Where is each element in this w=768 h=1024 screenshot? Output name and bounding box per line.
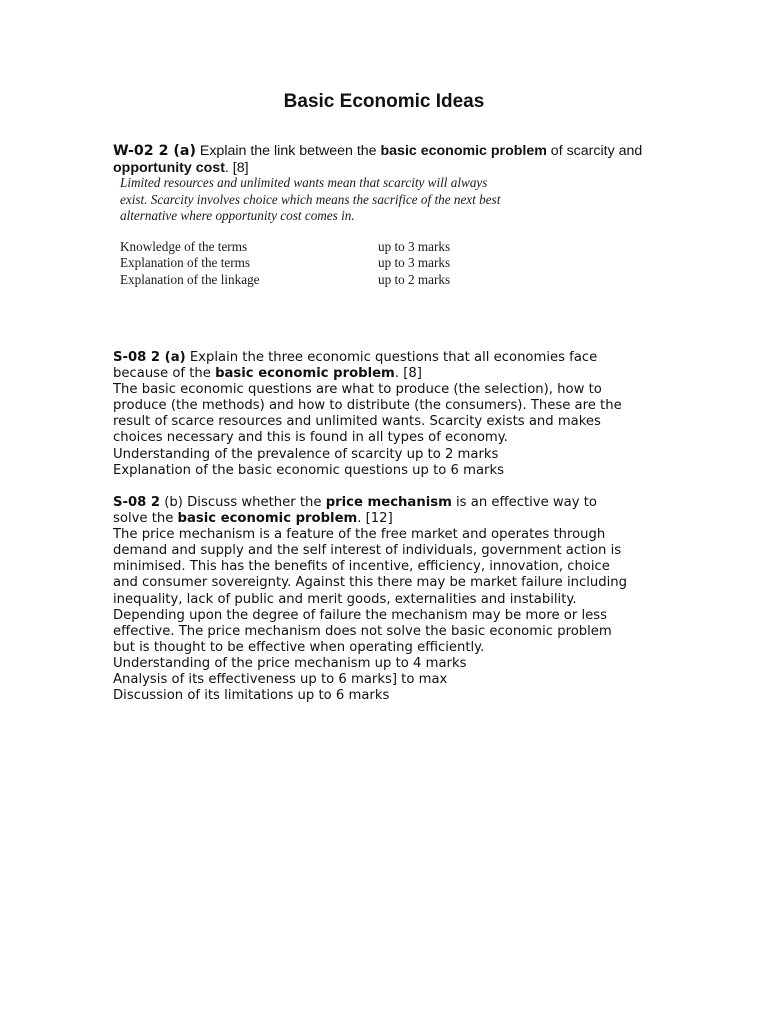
answer-line: demand and supply and the self interest of individuals, government action is xyxy=(113,543,622,559)
answer-line: and consumer sovereignty. Against this there may be market failure including xyxy=(113,575,628,591)
mark-scheme-line: Explanation of the basic economic questions up to 6 marks xyxy=(113,462,504,478)
question-code: W-02 2 (a) xyxy=(113,143,196,159)
answer-line: The basic economic questions are what to produce (the selection), how to xyxy=(113,382,602,398)
question-text: is an effective way to xyxy=(451,495,597,510)
answer-line: exist. Scarcity involves choice which means the sacrifice of the next best xyxy=(120,191,501,207)
question-keyword: basic economic problem xyxy=(380,143,547,159)
answer-line: Depending upon the degree of failure the mechanism may be more or less xyxy=(113,607,607,623)
answer-line: result of scarce resources and unlimited wants. Scarcity exists and makes xyxy=(113,414,601,430)
question-text: because of the xyxy=(113,366,216,382)
answer-line: The price mechanism is a feature of the free market and operates through xyxy=(113,527,606,543)
question-marks: . [8] xyxy=(394,366,422,382)
mark-criterion: Explanation of the linkage xyxy=(120,271,260,287)
question-s08-2b xyxy=(113,495,653,704)
mark-scheme-line: Discussion of its limitations up to 6 marks xyxy=(113,688,390,704)
question-text: solve the xyxy=(113,511,178,527)
question-code: S-08 2 xyxy=(113,495,161,510)
question-keyword: opportunity cost xyxy=(113,160,225,176)
answer-line: choices necessary and this is found in all types of economy. xyxy=(113,430,508,446)
answer-line: inequality, lack of public and merit goods, externalities and instability. xyxy=(113,591,577,607)
scanned-answer-w02 xyxy=(120,175,540,288)
mark-scheme-table xyxy=(120,239,540,289)
answer-line: alternative where opportunity cost comes in. xyxy=(120,208,355,223)
question-marks: . [12] xyxy=(357,511,393,527)
answer-line: produce (the methods) and how to distribute (the consumers). These are the xyxy=(113,398,622,414)
question-marks: . [8] xyxy=(224,160,249,176)
mark-value: up to 3 marks xyxy=(378,238,451,254)
answer-line: effective. The price mechanism does not solve the basic economic problem xyxy=(113,623,612,639)
question-keyword: basic economic problem xyxy=(177,511,358,527)
mark-scheme-row xyxy=(120,239,540,256)
question-text: (b) Discuss whether the xyxy=(160,495,326,510)
question-keyword: basic economic problem xyxy=(215,366,395,382)
mark-value: up to 2 marks xyxy=(378,271,451,287)
answer-line: minimised. This has the benefits of incentive, efficiency, innovation, choice xyxy=(113,559,610,575)
question-heading xyxy=(113,495,653,511)
answer-line: but is thought to be effective when operating efficiently. xyxy=(113,639,485,655)
question-w02-2a xyxy=(113,143,673,177)
question-s08-2a xyxy=(113,350,653,479)
question-code: S-08 2 (a) xyxy=(113,350,186,365)
question-heading xyxy=(113,511,653,527)
page-title: Basic Economic Ideas xyxy=(283,91,485,112)
mark-scheme-line: Understanding of the price mechanism up to 4 marks xyxy=(113,655,467,671)
mark-scheme-row xyxy=(120,272,540,289)
mark-scheme-row xyxy=(120,255,540,272)
mark-value: up to 3 marks xyxy=(378,255,451,270)
question-text: Explain the link between the xyxy=(195,143,381,159)
mark-criterion: Knowledge of the terms xyxy=(120,238,248,254)
question-heading xyxy=(113,350,653,366)
question-heading xyxy=(113,366,653,382)
answer-line: Limited resources and unlimited wants mean that scarcity will always xyxy=(120,175,488,190)
question-keyword: price mechanism xyxy=(325,495,452,510)
mark-criterion: Explanation of the terms xyxy=(120,255,251,270)
question-text: Explain the three economic questions that all economies face xyxy=(185,350,598,365)
answer-text xyxy=(120,175,540,225)
mark-scheme-line: Analysis of its effectiveness up to 6 marks] to max xyxy=(113,672,448,688)
question-text: of scarcity and xyxy=(546,143,643,159)
mark-scheme-line: Understanding of the prevalence of scarcity up to 2 marks xyxy=(113,446,499,462)
